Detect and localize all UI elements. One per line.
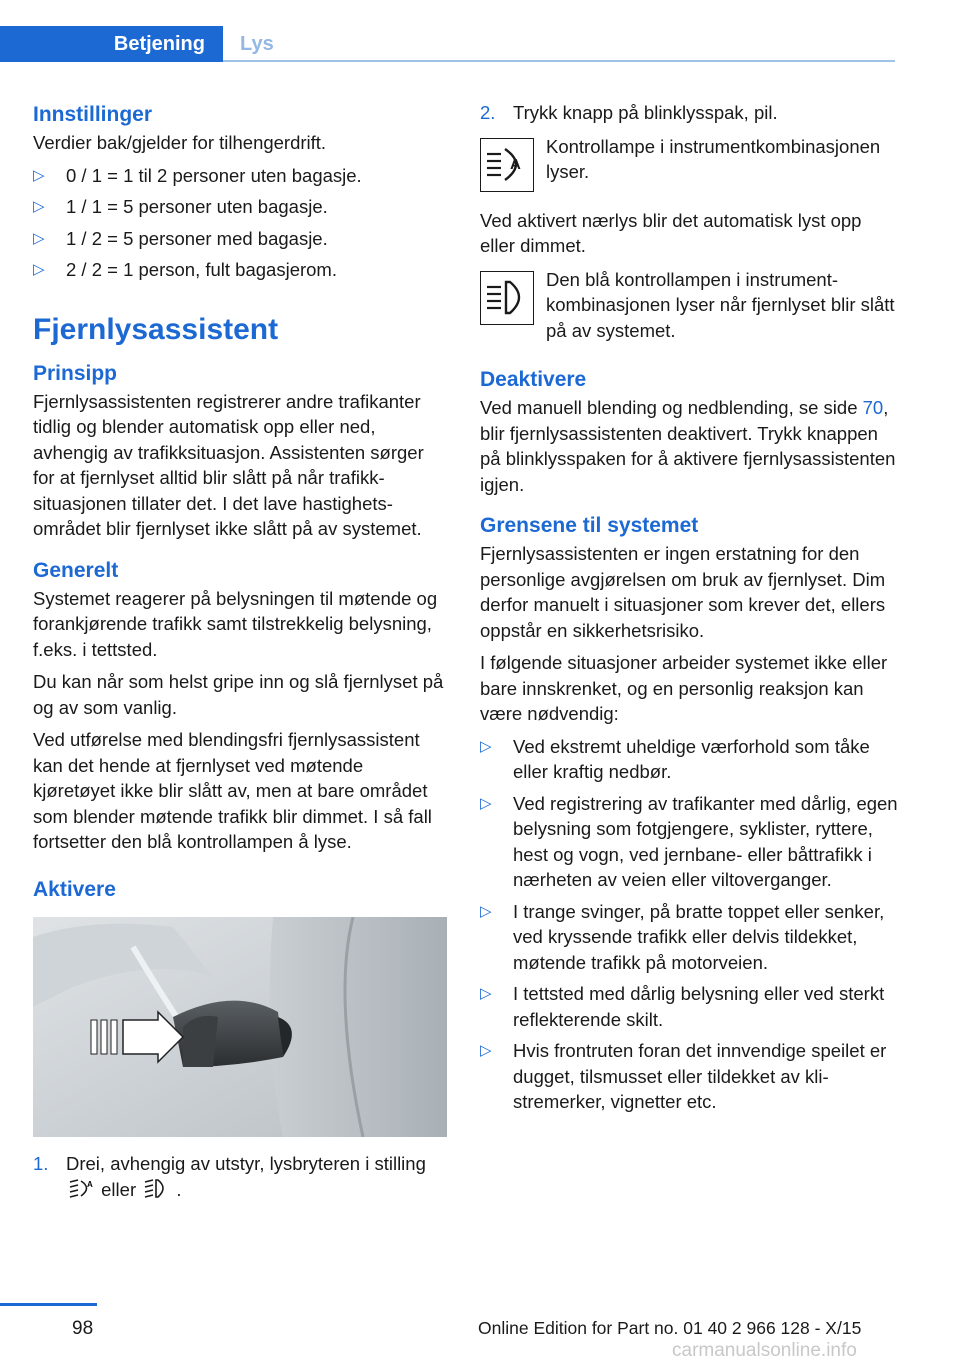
innstillinger-intro: Verdier bak/gjelder for tilhengerdrift.	[33, 132, 327, 153]
list-item: ▷ Ved registrering av trafikanter med dårlig, egen belysning som fotgjengere, syklister, ryttere, hest og vogn, ved jernbane- eller båttrafikk i nærheten av veien eller viltoverganger.	[480, 792, 898, 890]
page-number: 98	[72, 1318, 94, 1339]
list-item: ▷ Hvis frontruten foran det innvendige speilet er dugget, tilsmusset eller tildekket av klistremerker, vignetter etc.	[480, 1040, 887, 1112]
bullet-triangle-icon: ▷	[480, 985, 492, 1002]
generelt-paragraph-1: Systemet reagerer på belysningen til møtende og forankjørende trafikk samt tilstrekkelig belysning, f.eks. i tettsted.	[33, 587, 438, 660]
innstillinger-heading: Innstillinger	[33, 103, 153, 126]
step-1: 1. Drei, avhengig av utstyr, lysbryteren i stilling A eller .	[33, 1151, 449, 1207]
indicator-auto-text: Kontrollampe i instrumentkombinasjonen lyser.	[546, 135, 881, 182]
indicator-auto-row	[480, 134, 898, 198]
grensene-paragraph-2: I følgende situasjoner arbeider systemet ikke eller bare innskrenket, og en personlig reaksjon kan være nødvendig:	[480, 652, 888, 724]
bullet-triangle-icon: ▷	[33, 229, 45, 247]
generelt-paragraph-3: Ved utførelse med blendingsfri fjernlysassistent kan det hende at fjernlyset ved møtende kjøretøyet ikke blir slått av, men at bare området som blender møtende trafikk blir dimmet. I så fall fortsetter den blå kontrollampen å lyse.	[33, 729, 432, 852]
footer-rule	[0, 1303, 97, 1306]
list-item: ▷ 0 / 1 = 1 til 2 personer uten bagasje.	[33, 163, 449, 189]
turn-signal-lever-illustration	[33, 917, 447, 1137]
list-item: ▷ 1 / 2 = 5 personer med bagasje.	[33, 226, 449, 252]
grensene-list	[480, 734, 898, 1115]
page-link-70[interactable]: 70	[862, 397, 884, 418]
svg-text:A: A	[87, 1180, 93, 1189]
grensene-heading: Grensene til systemet	[480, 514, 699, 537]
deaktivere-heading: Deaktivere	[480, 368, 587, 391]
bullet-triangle-icon: ▷	[480, 737, 492, 755]
lever-illustration-svg	[33, 917, 447, 1137]
high-beam-indicator-icon	[480, 271, 534, 325]
list-item: ▷ Ved ekstremt uheldige værforhold som tåke eller kraftig nedbør.	[480, 735, 870, 782]
header-tabbar	[0, 26, 895, 62]
step-number: 2.	[480, 102, 496, 123]
step-2: 2. Trykk knapp på blinklysspak, pil.	[480, 100, 898, 126]
right-column	[480, 100, 898, 1121]
low-beam-auto-icon	[66, 1176, 96, 1207]
prinsipp-text: Fjernlysassistenten registrerer andre trafikanter tidlig og blender automatisk opp eller ned, avhengig av trafikksituasjon. Assistenten sørger for at fjernlyset alltid blir slått på når trafikksituasjonen tillater det. I det lave hastighetsområdet blir fjernlyset ikke slått på av systemet.	[33, 390, 424, 539]
low-beam-icon	[141, 1176, 171, 1207]
prinsipp-heading: Prinsipp	[33, 361, 118, 385]
list-item: ▷ 2 / 2 = 1 person, fult bagasjerom.	[33, 257, 449, 283]
grensene-paragraph-1: Fjernlysassistenten er ingen erstatning for den personlige avgjørelsen om bruk av fjernlyset. Dim derfor manuelt i situasjoner som krever det, ellers oppstår en sikkerhetsrisiko.	[480, 543, 886, 641]
list-item: ▷ 1 / 1 = 5 personer uten bagasje.	[33, 194, 449, 220]
left-column	[33, 100, 449, 1215]
generelt-paragraph-2: Du kan når som helst gripe inn og slå fjernlyset på og av som vanlig.	[33, 671, 444, 718]
bullet-triangle-icon: ▷	[480, 1042, 492, 1059]
aktivere-heading: Aktivere	[33, 877, 116, 901]
edition-footer: Online Edition for Part no. 01 40 2 966 128 - X/15	[478, 1318, 862, 1338]
bullet-triangle-icon: ▷	[33, 166, 45, 184]
svg-text:A: A	[510, 155, 521, 173]
bullet-triangle-icon: ▷	[33, 198, 45, 215]
indicator-high-beam-text: Den blå kontrollampen i instrumentkombinasjonen lyser når fjernlyset blir slått på av systemet.	[546, 268, 895, 341]
step-number: 1.	[33, 1152, 49, 1174]
watermark: carmanualsonline.info	[672, 1340, 857, 1361]
page-title: Fjernlysassistent	[33, 312, 279, 346]
list-item: ▷ I trange svinger, på bratte toppet eller senker, ved kryssende trafikk eller delvis tildekket, møtende trafikk på motorveien.	[480, 900, 885, 973]
high-beam-assistant-indicator-icon	[480, 138, 534, 192]
deaktivere-text: Ved manuell blending og nedblending, se side 70, blir fjernlysassistenten deaktivert. Trykk knappen på blinklysspaken for å aktivere fjernlysassistenten igjen.	[480, 397, 896, 495]
bullet-triangle-icon: ▷	[480, 794, 492, 812]
bullet-triangle-icon: ▷	[33, 261, 45, 278]
generelt-heading: Generelt	[33, 558, 119, 582]
list-item: ▷ I tettsted med dårlig belysning eller ved sterkt reflekterende skilt.	[480, 983, 885, 1030]
tab-betjening[interactable]: Betjening	[0, 26, 223, 62]
auto-low-beam-text: Ved aktivert nærlys blir det automatisk lyst opp eller dimmet.	[480, 209, 862, 256]
bullet-triangle-icon: ▷	[480, 902, 492, 920]
indicator-high-beam-row	[480, 267, 898, 344]
innstillinger-list	[33, 163, 449, 283]
tab-lys[interactable]: Lys	[240, 33, 274, 55]
